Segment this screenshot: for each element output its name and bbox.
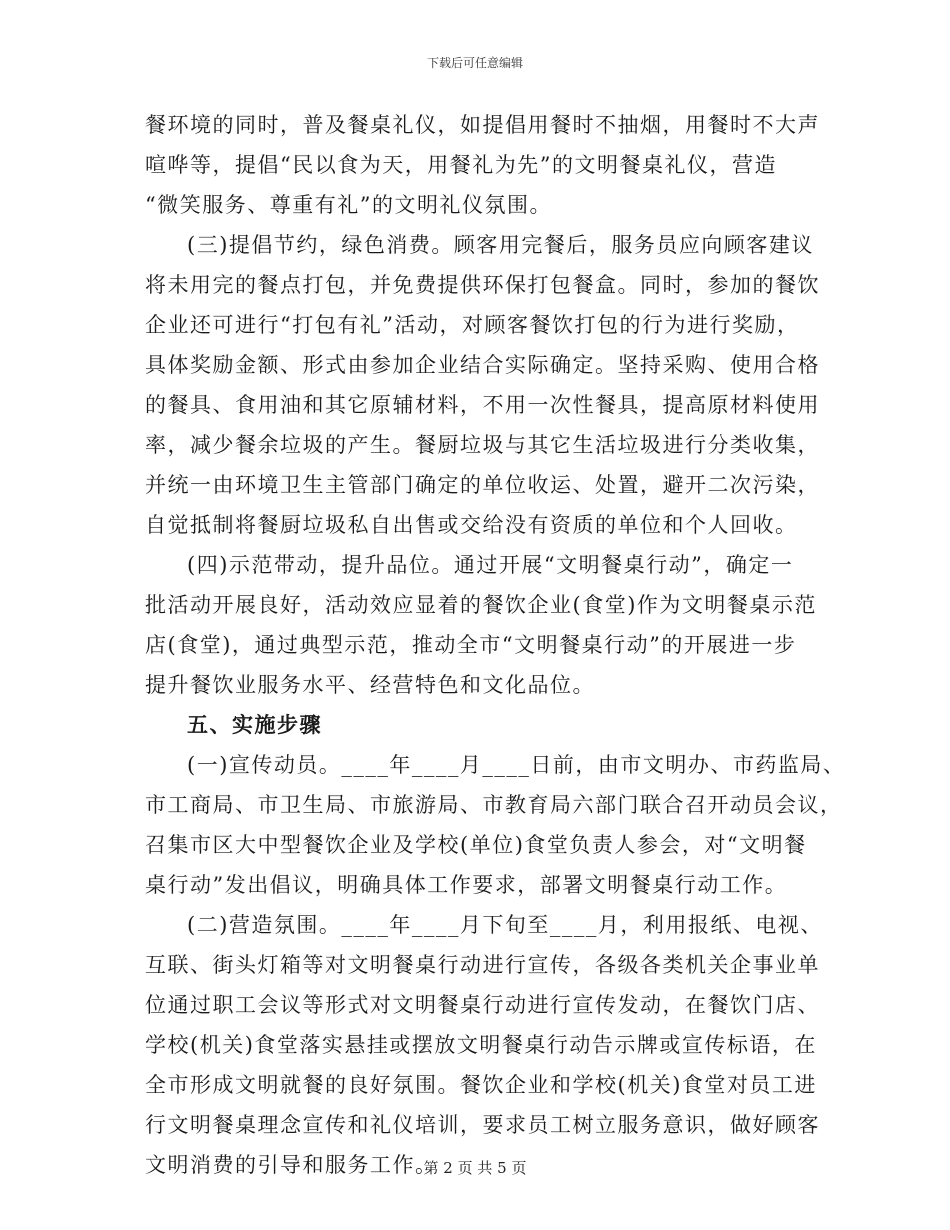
body-line: 位通过职工会议等形式对文明餐桌行动进行宣传发动，在餐饮门店、 bbox=[145, 993, 820, 1017]
body-line: 企业还可进行“打包有礼”活动，对顾客餐饮打包的行为进行奖励， bbox=[145, 313, 800, 337]
body-line: 学校(机关)食堂落实悬挂或摆放文明餐桌行动告示牌或宣传标语，在 bbox=[145, 1033, 817, 1057]
body-line: 率，减少餐余垃圾的产生。餐厨垃圾与其它生活垃圾进行分类收集， bbox=[145, 433, 820, 457]
body-line: 并统一由环境卫生主管部门确定的单位收运、处置，避开二次污染， bbox=[145, 473, 820, 497]
body-line: 全市形成文明就餐的良好氛围。餐饮企业和学校(机关)食堂对员工进 bbox=[145, 1073, 817, 1097]
section-heading: 五、实施步骤 bbox=[187, 712, 322, 737]
paragraph-start-line: (三)提倡节约，绿色消费。顾客用完餐后，服务员应向顾客建议 bbox=[187, 233, 814, 257]
body-line: 提升餐饮业服务水平、经营特色和文化品位。 bbox=[145, 673, 595, 697]
page-number-footer: 第 2 页 共 5 页 bbox=[423, 1159, 527, 1177]
body-line: 市工商局、市卫生局、市旅游局、市教育局六部门联合召开动员会议， bbox=[145, 793, 843, 817]
body-line: 召集市区大中型餐饮企业及学校(单位)食堂负责人参会，对“文明餐 bbox=[145, 833, 807, 857]
body-line: 店(食堂)，通过典型示范，推动全市“文明餐桌行动”的开展进一步 bbox=[145, 633, 797, 657]
body-line: 批活动开展良好，活动效应显着的餐饮企业(食堂)作为文明餐桌示范 bbox=[145, 593, 817, 617]
body-line: 自觉抵制将餐厨垃圾私自出售或交给没有资质的单位和个人回收。 bbox=[145, 513, 798, 537]
body-line: 互联、街头灯箱等对文明餐桌行动进行宣传，各级各类机关企事业单 bbox=[145, 953, 820, 977]
document-body bbox=[145, 105, 846, 1185]
body-line: 具体奖励金额、形式由参加企业结合实际确定。坚持采购、使用合格 bbox=[145, 353, 820, 377]
body-line: 将未用完的餐点打包，并免费提供环保打包餐盒。同时，参加的餐饮 bbox=[145, 273, 820, 297]
body-line: 的餐具、食用油和其它原辅材料，不用一次性餐具，提高原材料使用 bbox=[145, 393, 820, 417]
body-line: 文明消费的引导和服务工作。 bbox=[145, 1153, 438, 1177]
paragraph-start-line: (四)示范带动，提升品位。通过开展“文明餐桌行动”，确定一 bbox=[187, 553, 794, 577]
page-header: 下载后可任意编辑 bbox=[426, 56, 523, 70]
paragraph-start-line: (一)宣传动员。____年____月____日前，由市文明办、市药监局、 bbox=[187, 753, 846, 777]
body-line: 餐环境的同时，普及餐桌礼仪，如提倡用餐时不抽烟，用餐时不大声 bbox=[145, 113, 820, 137]
body-line: 行文明餐桌理念宣传和礼仪培训，要求员工树立服务意识，做好顾客 bbox=[145, 1113, 820, 1137]
body-line: 喧哗等，提倡“民以食为天，用餐礼为先”的文明餐桌礼仪，营造 bbox=[145, 153, 777, 177]
paragraph-start-line: (二)营造氛围。____年____月下旬至____月，利用报纸、电视、 bbox=[187, 913, 823, 937]
body-line: “微笑服务、尊重有礼”的文明礼仪氛围。 bbox=[145, 193, 552, 217]
body-line: 桌行动”发出倡议，明确具体工作要求，部署文明餐桌行动工作。 bbox=[145, 873, 788, 897]
